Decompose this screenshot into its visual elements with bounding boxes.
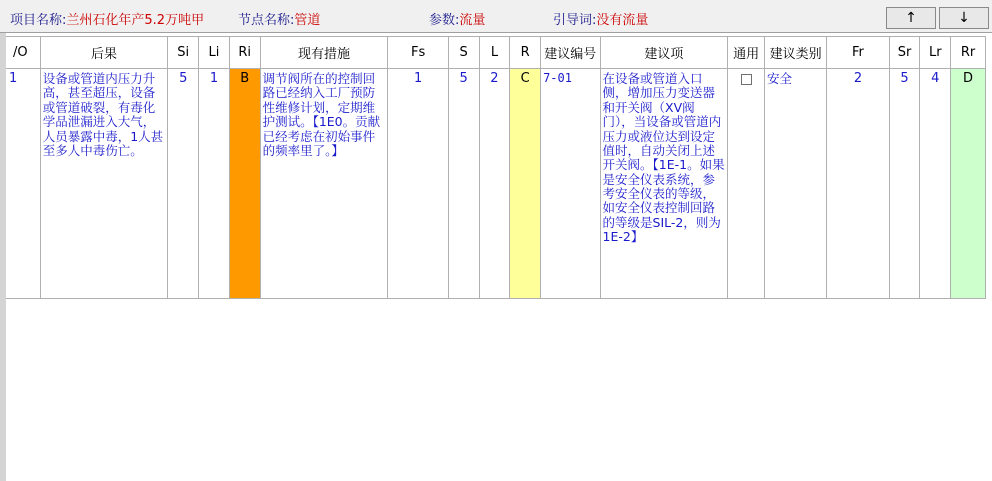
col-header-generic[interactable]: 通用 — [728, 37, 765, 69]
cell-s[interactable]: 5 — [448, 69, 479, 299]
cell-no[interactable]: 1 — [1, 69, 41, 299]
col-header-l[interactable]: L — [479, 37, 510, 69]
node-label: 节点名称: — [238, 13, 295, 28]
cell-generic[interactable] — [728, 69, 765, 299]
col-header-s[interactable]: S — [448, 37, 479, 69]
cell-si[interactable]: 5 — [168, 69, 199, 299]
project-field — [10, 9, 204, 28]
cell-sr[interactable]: 5 — [889, 69, 920, 299]
hazop-table — [0, 36, 986, 299]
col-header-rr[interactable]: Rr — [951, 37, 986, 69]
col-header-ri[interactable]: Ri — [229, 37, 260, 69]
param-value: 流量 — [459, 13, 486, 28]
param-label: 参数: — [429, 13, 460, 28]
cell-lr[interactable]: 4 — [920, 69, 951, 299]
cell-r[interactable]: C — [510, 69, 541, 299]
cell-ri[interactable]: B — [229, 69, 260, 299]
project-label: 项目名称: — [10, 13, 67, 28]
col-header-recommendation[interactable]: 建议项 — [600, 37, 728, 69]
project-value: 兰州石化年产5.2万吨甲 — [66, 13, 205, 28]
col-header-fr[interactable]: Fr — [827, 37, 889, 69]
col-header-fs[interactable]: Fs — [388, 37, 448, 69]
param-field — [429, 9, 485, 28]
node-field — [238, 9, 320, 28]
table-row[interactable] — [1, 69, 986, 299]
cell-rr[interactable]: D — [951, 69, 986, 299]
guide-field — [553, 9, 648, 28]
col-header-rec-no[interactable]: 建议编号 — [541, 37, 600, 69]
cell-fs[interactable]: 1 — [388, 69, 448, 299]
guide-label: 引导词: — [553, 13, 597, 28]
cell-recommendation[interactable]: 在设备或管道入口侧，增加压力变送器和开关阀（XV阀门），当设备或管道内压力或液位达到设定值时，自动关闭上述开关阀。【1E-1。如果是安全仪表系统，参考安全仪表的等级，如安全仪表控制回路的等级是SIL-2，则为1E-2】 — [600, 69, 728, 299]
cell-consequence[interactable]: 设备或管道内压力升高，甚至超压，设备或管道破裂，有毒化学品泄漏进入大气，人员暴露中毒，1人甚至多人中毒伤亡。 — [40, 69, 168, 299]
cell-li[interactable]: 1 — [199, 69, 230, 299]
header-bar — [0, 0, 992, 33]
cell-fr[interactable]: 2 — [827, 69, 889, 299]
data-grid[interactable] — [0, 33, 992, 481]
col-header-consequence[interactable]: 后果 — [40, 37, 168, 69]
col-header-lr[interactable]: Lr — [920, 37, 951, 69]
cell-l[interactable]: 2 — [479, 69, 510, 299]
cell-measures[interactable]: 调节阀所在的控制回路已经纳入工厂预防性维修计划，定期维护测试。【1E0。贡献已经考虑在初始事件的频率里了。】 — [260, 69, 388, 299]
col-header-sr[interactable]: Sr — [889, 37, 920, 69]
move-down-button[interactable]: ↓ — [939, 7, 989, 29]
col-header-no[interactable]: /O — [1, 37, 41, 69]
cell-category[interactable]: 安全 — [764, 69, 826, 299]
header-row — [1, 37, 986, 69]
col-header-li[interactable]: Li — [199, 37, 230, 69]
col-header-measures[interactable]: 现有措施 — [260, 37, 388, 69]
node-value: 管道 — [294, 13, 321, 28]
guide-value: 没有流量 — [596, 13, 649, 28]
col-header-si[interactable]: Si — [168, 37, 199, 69]
col-header-category[interactable]: 建议类别 — [764, 37, 826, 69]
generic-checkbox[interactable] — [741, 74, 752, 85]
col-header-r[interactable]: R — [510, 37, 541, 69]
move-up-button[interactable]: ↑ — [886, 7, 936, 29]
cell-rec-no[interactable]: 7-01 — [541, 69, 600, 299]
